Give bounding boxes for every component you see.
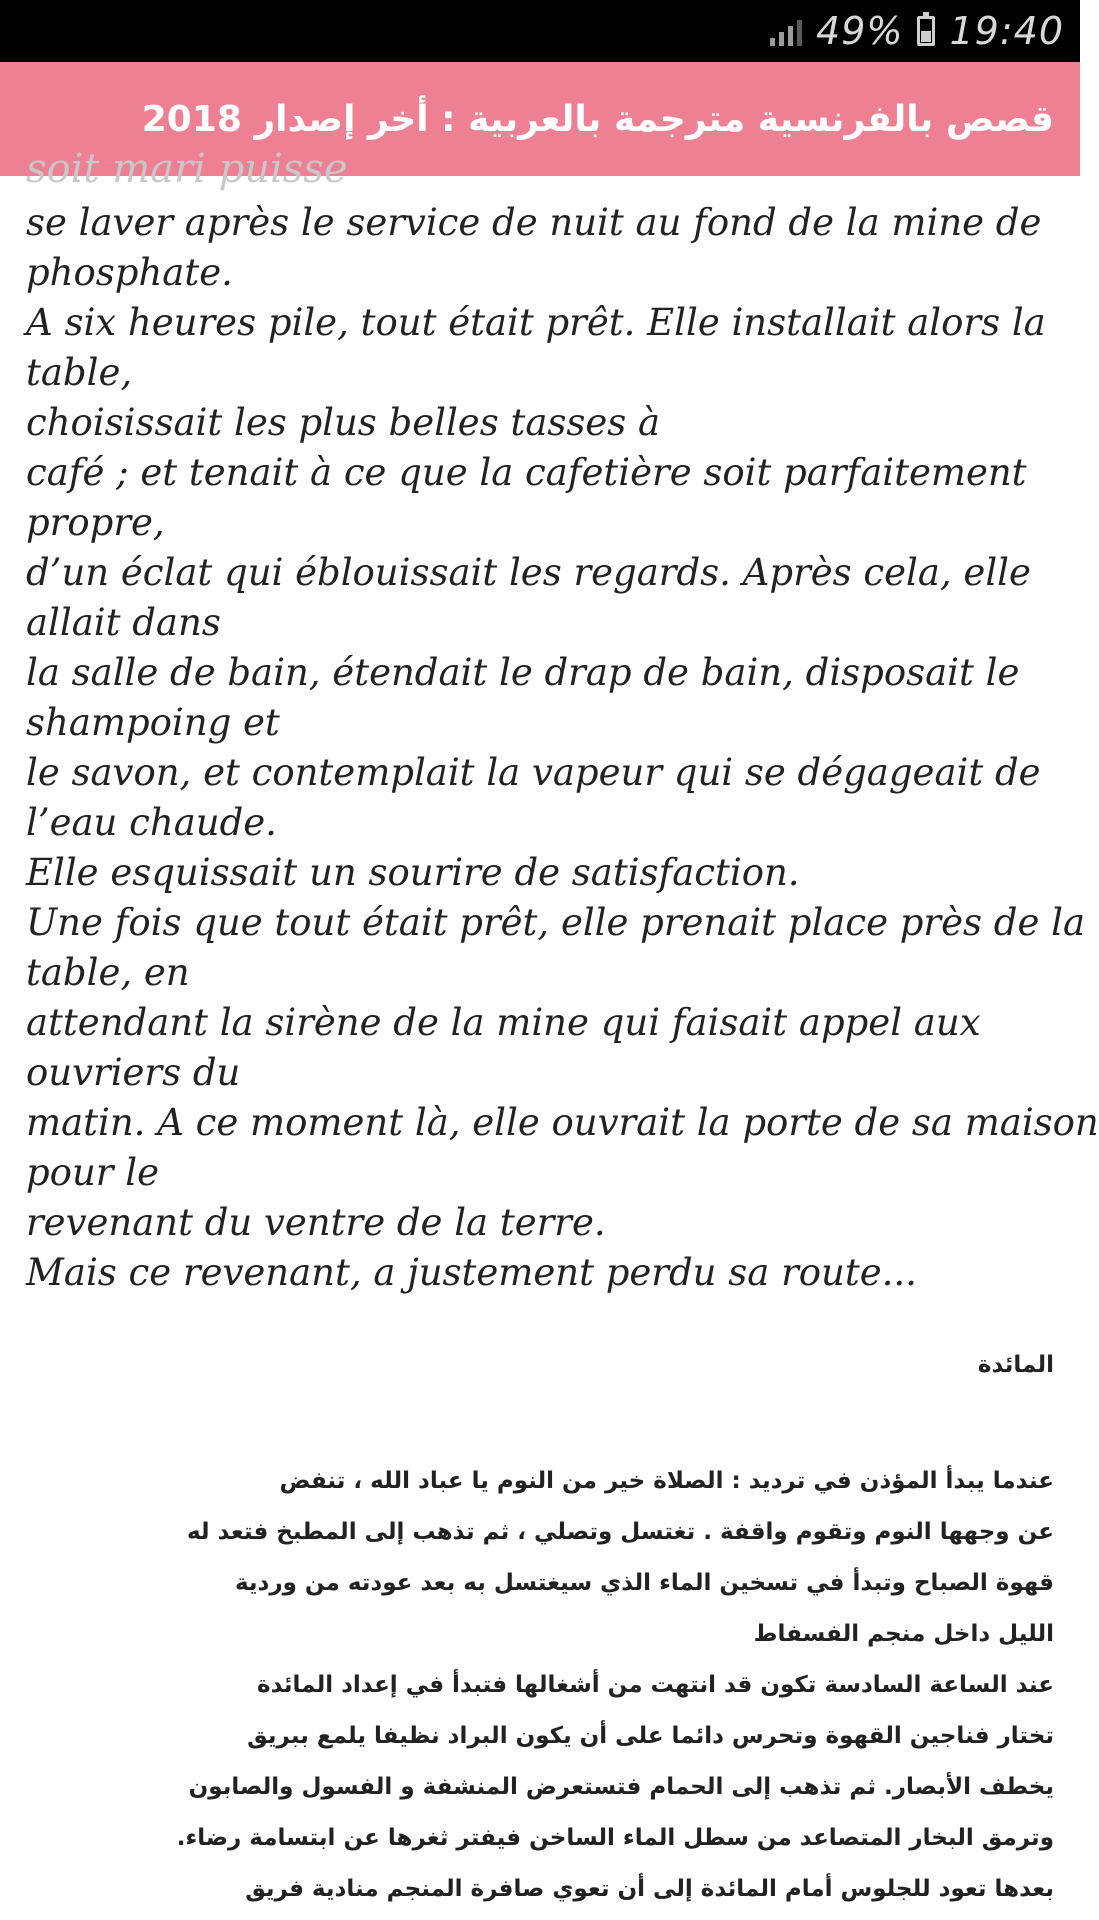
french-line: table, (26, 351, 133, 394)
arabic-story-title: المائدة (977, 1352, 1054, 1378)
arabic-line: عندما يبدأ المؤذن في ترديد : الصلاة خير من النوم يا عباد الله ، تنفض (279, 1468, 1054, 1494)
french-line: se laver après le service de nuit au fond de la mine de (26, 201, 1042, 244)
faded-partial-line: soit mari puisse (26, 146, 348, 192)
arabic-line: الليل داخل منجم الفسفاط (753, 1621, 1054, 1647)
french-line: l’eau chaude. (26, 801, 277, 844)
clock: 19:40 (949, 9, 1064, 53)
arabic-line: تختار فناجين القهوة وتحرس دائما على أن يكون البراد نظيفا يلمع ببريق (247, 1723, 1054, 1749)
arabic-line: عن وجهها النوم وتقوم واقفة . تغتسل وتصلي ، ثم تذهب إلى المطبخ فتعد له (186, 1519, 1054, 1545)
app-title: قصص بالفرنسية مترجمة بالعربية : أخر إصدار 2018 (141, 98, 1054, 140)
french-line: allait dans (26, 601, 221, 644)
french-line: pour le (26, 1151, 159, 1194)
french-line: Mais ce revenant, a justement perdu sa route... (26, 1251, 917, 1294)
french-line: choisissait les plus belles tasses à (26, 401, 661, 444)
status-indicators (770, 0, 1064, 62)
battery-percent: 49% (816, 9, 904, 53)
battery-icon (917, 16, 935, 46)
french-line: A six heures pile, tout était prêt. Elle installait alors la (26, 301, 1046, 344)
arabic-line: عند الساعة السادسة تكون قد انتهت من أشغالها فتبدأ في إعداد المائدة (257, 1672, 1054, 1698)
arabic-story-text (24, 1456, 1054, 1915)
french-line: table, en (26, 951, 190, 994)
arabic-line: يخطف الأبصار. ثم تذهب إلى الحمام فتستعرض المنشفة و الفسول والصابون (188, 1774, 1054, 1800)
arabic-line: قهوة الصباح وتبدأ في تسخين الماء الذي سيغتسل به بعد عودته من وردية (234, 1570, 1054, 1596)
french-line: Elle esquissait un sourire de satisfaction. (26, 851, 800, 894)
french-line: revenant du ventre de la terre. (26, 1201, 606, 1244)
french-story-text (26, 198, 1099, 1298)
article-scroll-view[interactable] (0, 146, 1099, 1920)
status-bar (0, 0, 1080, 62)
french-line: d’un éclat qui éblouissait les regards. Après cela, elle (26, 551, 1031, 594)
french-line: phosphate. (26, 251, 233, 294)
arabic-line: وترمق البخار المتصاعد من سطل الماء الساخن فيفتر ثغرها عن ابتسامة رضاء. (176, 1825, 1054, 1851)
french-line: ouvriers du (26, 1051, 241, 1094)
french-line: la salle de bain, étendait le drap de bain, disposait le (26, 651, 1020, 694)
signal-bars-icon (770, 16, 802, 46)
french-line: attendant la sirène de la mine qui faisait appel aux (26, 1001, 981, 1044)
french-line: café ; et tenait à ce que la cafetière soit parfaitement (26, 451, 1027, 494)
french-line: le savon, et contemplait la vapeur qui se dégageait de (26, 751, 1041, 794)
french-line: shampoing et (26, 701, 280, 744)
french-line: Une fois que tout était prêt, elle prenait place près de la (26, 901, 1085, 944)
french-line: matin. A ce moment là, elle ouvrait la porte de sa maison (26, 1101, 1099, 1144)
arabic-line: بعدها تعود للجلوس أمام المائدة إلى أن تعوي صافرة المنجم منادية فريق (245, 1876, 1054, 1902)
french-line: propre, (26, 501, 165, 544)
